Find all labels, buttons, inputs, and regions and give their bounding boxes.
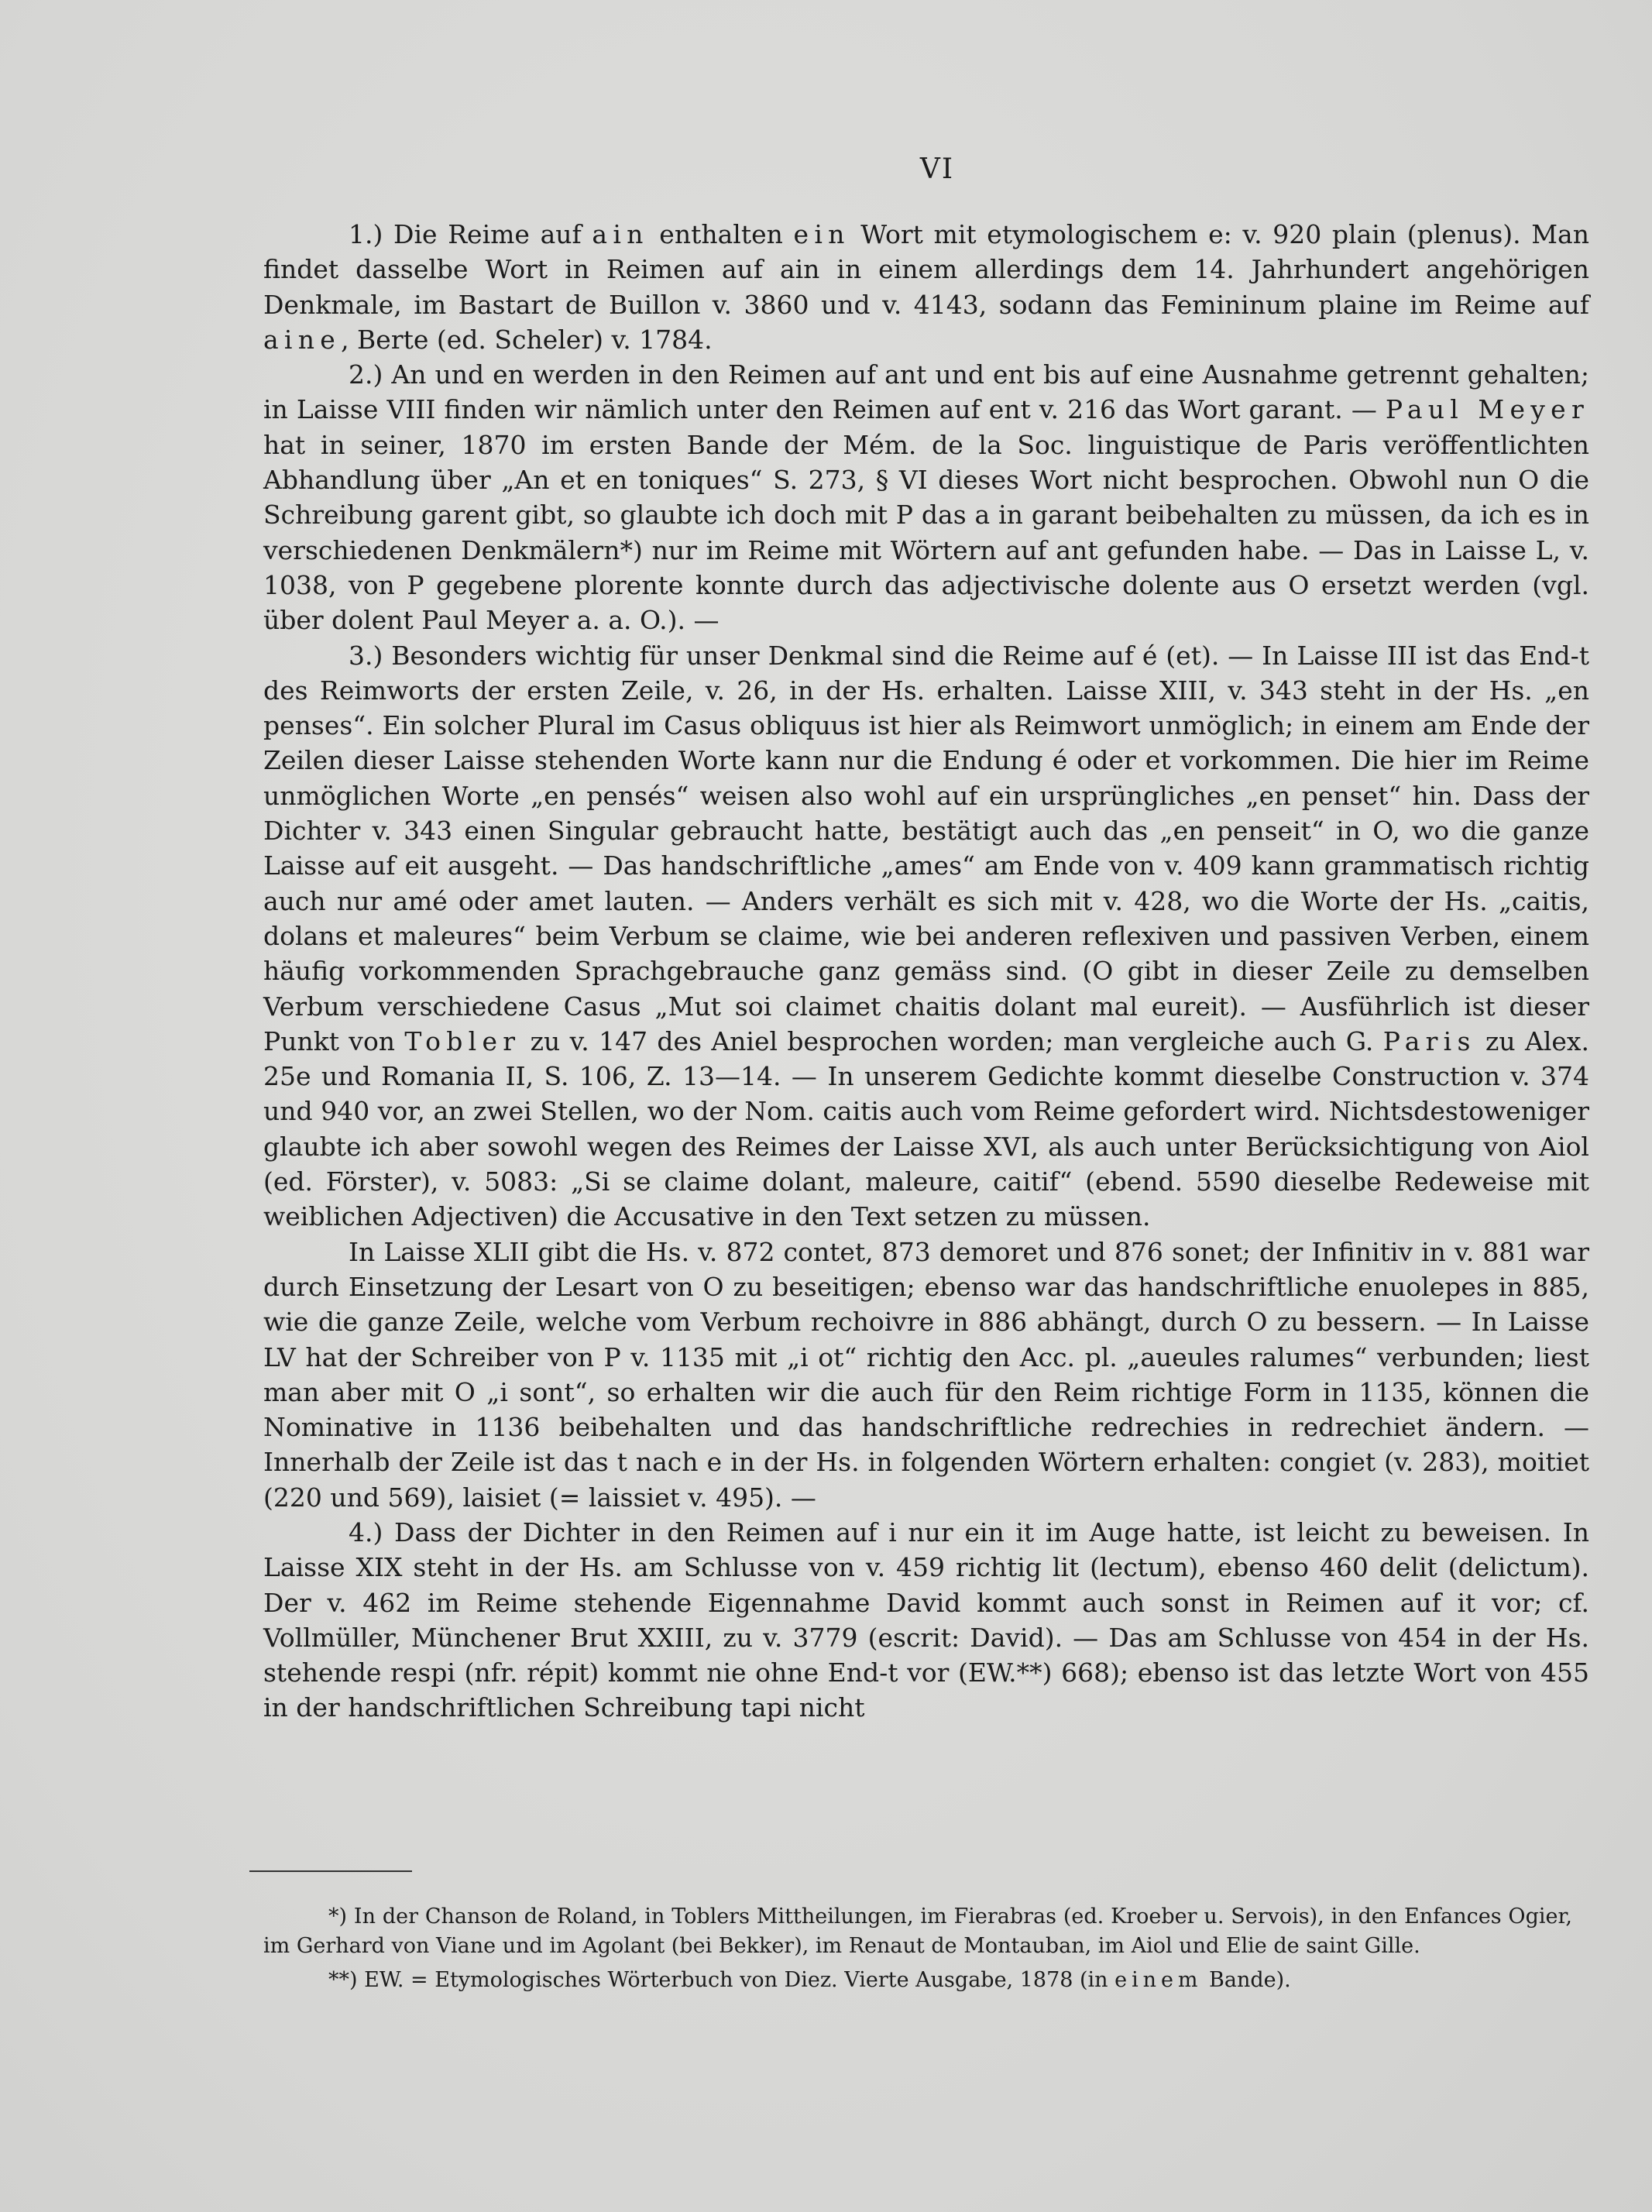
page-number: VI xyxy=(919,153,955,185)
footnotes xyxy=(263,1902,1572,2000)
footnote-ew: **) EW. = Etymologisches Wörterbuch von Diez. Vierte Ausgabe, 1878 (in einem Bande). xyxy=(328,1968,1291,1992)
main-text xyxy=(263,217,1589,1726)
footnote-divider xyxy=(249,1870,412,1872)
paragraph-reime-ain: 1.) Die Reime auf ain enthalten ein Wort mit etymologischem e: v. 920 plain (plenus). Man findet dasselbe Wort in Reimen auf ain in einem allerdings dem 14. Jahrhundert angehörigen Denkmale, im Bastart de Buillon v. 3860 und v. 4143, sodann das Femininum plaine im Reime auf aine, Berte (ed. Scheler) v. 1784. xyxy=(263,219,1589,355)
paragraph-reime-i: 4.) Dass der Dichter in den Reimen auf i nur ein it im Auge hatte, ist leicht zu beweisen. In Laisse XIX steht in der Hs. am Schlusse von v. 459 richtig lit (lectum), ebenso 460 delit (delictum). Der v. 462 im Reime stehende Eigennahme David kommt auch sonst in Reimen auf it vor; cf. Vollmüller, Münchener Brut XXIII, zu v. 3779 (escrit: David). — Das am Schlusse von 454 in der Hs. stehende respi (nfr. répit) kommt nie ohne End-t vor (EW.**) 668); ebenso ist das letzte Wort von 455 in der handschriftlichen Schreibung tapi nicht xyxy=(263,1516,1589,1723)
paragraph-an-en: 2.) An und en werden in den Reimen auf ant und ent bis auf eine Ausnahme getrennt gehalten; in Laisse VIII finden wir nämlich unter den Reimen auf ent v. 216 das Wort garant. — Paul Meyer hat in seiner, 1870 im ersten Bande der Mém. de la Soc. linguistique de Paris veröffentlichten Abhandlung über „An et en toniques“ S. 273, § VI dieses Wort nicht besprochen. Obwohl nun O die Schreibung garent gibt, so glaubte ich doch mit P das a in garant beibehalten zu müssen, da ich es in verschiedenen Denkmälern*) nur im Reime mit Wörtern auf ant gefunden habe. — Das in Laisse L, v. 1038, von P gegebene plorente konnte durch das adjectivische dolente aus O ersetzt werden (vgl. über dolent Paul Meyer a. a. O.). — xyxy=(263,359,1589,636)
paragraph-laisse-xlii: In Laisse XLII gibt die Hs. v. 872 contet, 873 demoret und 876 sonet; der Infinitiv in v. 881 war durch Einsetzung der Lesart von O zu beseitigen; ebenso war das handschriftliche enuolepes in 885, wie die ganze Zeile, welche vom Verbum rechoivre in 886 abhängt, durch O zu bessern. — In Laisse LV hat der Schreiber von P v. 1135 mit „i ot“ richtig den Acc. pl. „aueules ralumes“ verbunden; liest man aber mit O „i sont“, so erhalten wir die auch für den Reim richtige Form in 1135, können die Nominative in 1136 beibehalten und das handschriftliche redrechies in redrechiet ändern. — Innerhalb der Zeile ist das t nach e in der Hs. in folgenden Wörtern erhalten: congiet (v. 283), moitiet (220 und 569), laisiet (= laissiet v. 495). — xyxy=(263,1236,1589,1513)
footnote-denkmaeler: *) In der Chanson de Roland, in Toblers Mittheilungen, im Fierabras (ed. Kroeber u. Servois), in den Enfances Ogier, im Gerhard von Viane und im Agolant (bei Bekker), im Renaut de Montauban, im Aiol und Elie de saint Gille. xyxy=(263,1905,1572,1958)
paragraph-reime-e-et: 3.) Besonders wichtig für unser Denkmal sind die Reime auf é (et). — In Laisse III ist das End-t des Reimworts der ersten Zeile, v. 26, in der Hs. erhalten. Laisse XIII, v. 343 steht in der Hs. „en penses“. Ein solcher Plural im Casus obliquus ist hier als Reimwort unmöglich; in einem am Ende der Zeilen dieser Laisse stehenden Worte kann nur die Endung é oder et vorkommen. Die hier im Reime unmöglichen Worte „en pensés“ weisen also wohl auf ein ursprüngliches „en penset“ hin. Dass der Dichter v. 343 einen Singular gebraucht hatte, bestätigt auch das „en penseit“ in O, wo die ganze Laisse auf eit ausgeht. — Das handschriftliche „ames“ am Ende von v. 409 kann grammatisch richtig auch nur amé oder amet lauten. — Anders verhält es sich mit v. 428, wo die Worte der Hs. „caitis, dolans et maleures“ beim Verbum se claime, wie bei anderen reflexiven und passiven Verben, einem häufig vorkommenden Sprachgebrauche ganz gemäss sind. (O gibt in dieser Zeile zu demselben Verbum verschiedene Casus „Mut soi claimet chaitis dolant mal eureit). — Ausführlich ist dieser Punkt von Tobler zu v. 147 des Aniel besprochen worden; man vergleiche auch G. Paris zu Alex. 25e und Romania II, S. 106, Z. 13—14. — In unserem Gedichte kommt dieselbe Construction v. 374 und 940 vor, an zwei Stellen, wo der Nom. caitis auch vom Reime gefordert wird. Nichtsdestoweniger glaubte ich aber sowohl wegen des Reimes der Laisse XVI, als auch unter Berücksichtigung von Aiol (ed. Förster), v. 5083: „Si se claime dolant, maleure, caitif“ (ebend. 5590 dieselbe Redeweise mit weiblichen Adjectiven) die Accusative in den Text setzen zu müssen. xyxy=(263,640,1590,1232)
